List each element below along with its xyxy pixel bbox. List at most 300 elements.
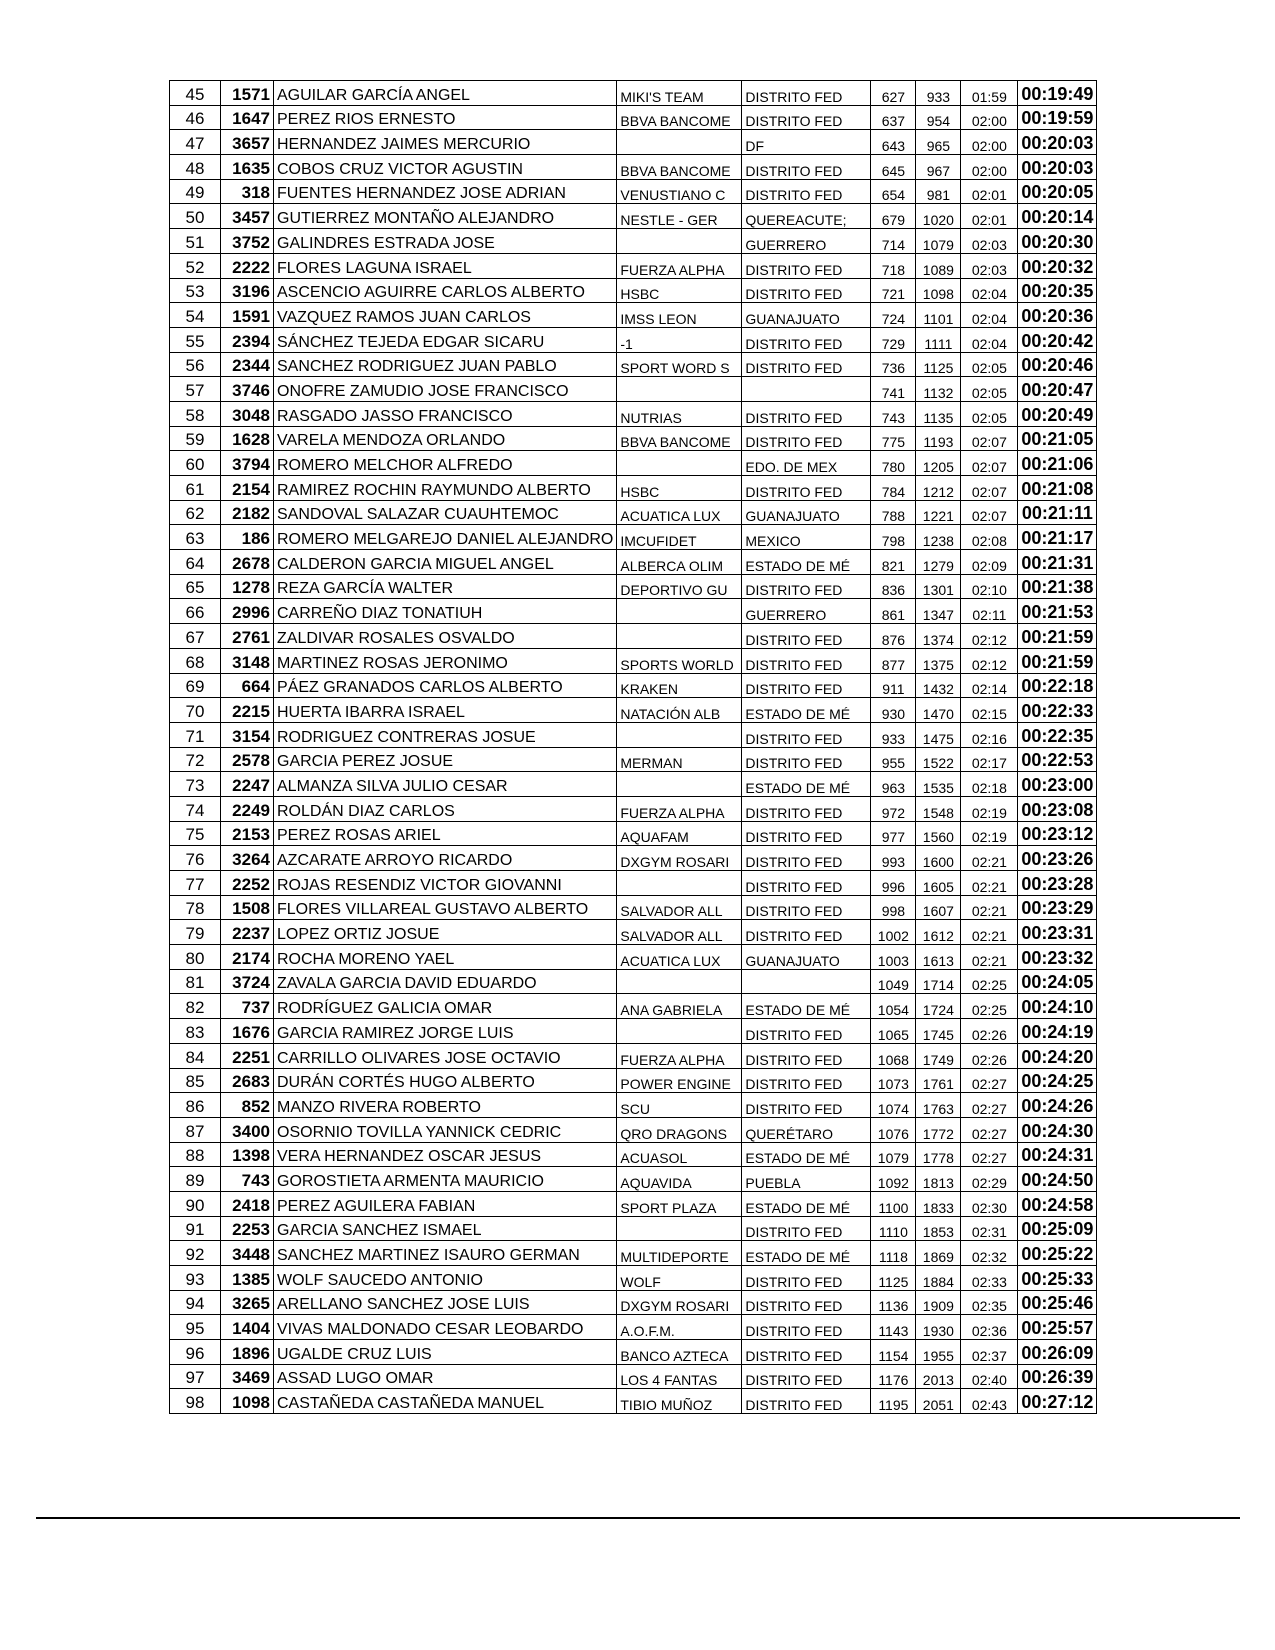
state-cell: DISTRITO FED: [742, 895, 871, 920]
position-cell: 61: [170, 476, 221, 501]
runner-name-cell: CARREÑO DIAZ TONATIUH: [274, 599, 617, 624]
overall-place-cell: 1560: [916, 821, 961, 846]
team-cell: ANA GABRIELA: [617, 994, 742, 1019]
state-cell: DISTRITO FED: [742, 624, 871, 649]
pace-cell: 02:19: [961, 796, 1018, 821]
team-cell: POWER ENGINE: [617, 1068, 742, 1093]
bib-number-cell: 3657: [221, 130, 274, 155]
category-place-cell: 1074: [871, 1093, 916, 1118]
category-place-cell: 741: [871, 377, 916, 402]
finish-time-cell: 00:24:26: [1018, 1093, 1097, 1118]
bib-number-cell: 2578: [221, 747, 274, 772]
pace-cell: 02:07: [961, 500, 1018, 525]
table-row: [170, 377, 1097, 402]
runner-name-cell: ARELLANO SANCHEZ JOSE LUIS: [274, 1290, 617, 1315]
runner-name-cell: AGUILAR GARCÍA ANGEL: [274, 81, 617, 106]
bib-number-cell: 2418: [221, 1191, 274, 1216]
table-row: [170, 1290, 1097, 1315]
bib-number-cell: 2222: [221, 253, 274, 278]
finish-time-cell: 00:27:12: [1018, 1389, 1097, 1414]
overall-place-cell: 965: [916, 130, 961, 155]
overall-place-cell: 1221: [916, 500, 961, 525]
bib-number-cell: 1404: [221, 1315, 274, 1340]
finish-time-cell: 00:21:59: [1018, 648, 1097, 673]
overall-place-cell: 1884: [916, 1266, 961, 1291]
position-cell: 83: [170, 1019, 221, 1044]
table-row: [170, 401, 1097, 426]
team-cell: ACUATICA LUX: [617, 945, 742, 970]
bib-number-cell: 1628: [221, 426, 274, 451]
runner-name-cell: ONOFRE ZAMUDIO JOSE FRANCISCO: [274, 377, 617, 402]
position-cell: 68: [170, 648, 221, 673]
table-row: [170, 1315, 1097, 1340]
table-row: [170, 1191, 1097, 1216]
overall-place-cell: 1778: [916, 1142, 961, 1167]
position-cell: 48: [170, 155, 221, 180]
table-row: [170, 1266, 1097, 1291]
state-cell: GUERRERO: [742, 599, 871, 624]
finish-time-cell: 00:26:39: [1018, 1364, 1097, 1389]
category-place-cell: 933: [871, 722, 916, 747]
overall-place-cell: 1909: [916, 1290, 961, 1315]
overall-place-cell: 933: [916, 81, 961, 106]
team-cell: FUERZA ALPHA: [617, 1043, 742, 1068]
pace-cell: 02:16: [961, 722, 1018, 747]
finish-time-cell: 00:20:14: [1018, 204, 1097, 229]
position-cell: 89: [170, 1167, 221, 1192]
finish-time-cell: 00:20:03: [1018, 130, 1097, 155]
position-cell: 81: [170, 969, 221, 994]
runner-name-cell: PEREZ RIOS ERNESTO: [274, 105, 617, 130]
bib-number-cell: 3400: [221, 1117, 274, 1142]
table-row: [170, 451, 1097, 476]
finish-time-cell: 00:23:00: [1018, 772, 1097, 797]
finish-time-cell: 00:24:19: [1018, 1019, 1097, 1044]
table-row: [170, 525, 1097, 550]
position-cell: 69: [170, 673, 221, 698]
table-row: [170, 1241, 1097, 1266]
category-place-cell: 963: [871, 772, 916, 797]
pace-cell: 02:25: [961, 994, 1018, 1019]
team-cell: HSBC: [617, 476, 742, 501]
state-cell: DISTRITO FED: [742, 253, 871, 278]
overall-place-cell: 1605: [916, 871, 961, 896]
runner-name-cell: DURÁN CORTÉS HUGO ALBERTO: [274, 1068, 617, 1093]
overall-place-cell: 1930: [916, 1315, 961, 1340]
category-place-cell: 877: [871, 648, 916, 673]
pace-cell: 02:33: [961, 1266, 1018, 1291]
team-cell: [617, 377, 742, 402]
pace-cell: 02:31: [961, 1216, 1018, 1241]
team-cell: [617, 130, 742, 155]
bib-number-cell: 852: [221, 1093, 274, 1118]
position-cell: 80: [170, 945, 221, 970]
runner-name-cell: AZCARATE ARROYO RICARDO: [274, 846, 617, 871]
table-row: [170, 1389, 1097, 1414]
runner-name-cell: HERNANDEZ JAIMES MERCURIO: [274, 130, 617, 155]
table-row: [170, 105, 1097, 130]
team-cell: LOS 4 FANTAS: [617, 1364, 742, 1389]
pace-cell: 02:05: [961, 352, 1018, 377]
table-row: [170, 1364, 1097, 1389]
position-cell: 79: [170, 920, 221, 945]
position-cell: 73: [170, 772, 221, 797]
finish-time-cell: 00:24:50: [1018, 1167, 1097, 1192]
state-cell: GUANAJUATO: [742, 303, 871, 328]
team-cell: SALVADOR ALL: [617, 895, 742, 920]
bib-number-cell: 1385: [221, 1266, 274, 1291]
team-cell: SPORT WORD S: [617, 352, 742, 377]
position-cell: 77: [170, 871, 221, 896]
pace-cell: 02:07: [961, 426, 1018, 451]
bib-number-cell: 1278: [221, 574, 274, 599]
table-row: [170, 352, 1097, 377]
bib-number-cell: 1398: [221, 1142, 274, 1167]
results-table-body: [170, 81, 1097, 1414]
overall-place-cell: 1813: [916, 1167, 961, 1192]
state-cell: DISTRITO FED: [742, 1093, 871, 1118]
team-cell: [617, 1216, 742, 1241]
runner-name-cell: PÁEZ GRANADOS CARLOS ALBERTO: [274, 673, 617, 698]
table-row: [170, 1093, 1097, 1118]
position-cell: 55: [170, 327, 221, 352]
team-cell: BBVA BANCOME: [617, 426, 742, 451]
finish-time-cell: 00:26:09: [1018, 1340, 1097, 1365]
pace-cell: 02:21: [961, 895, 1018, 920]
pace-cell: 02:30: [961, 1191, 1018, 1216]
overall-place-cell: 1613: [916, 945, 961, 970]
category-place-cell: 1054: [871, 994, 916, 1019]
pace-cell: 02:27: [961, 1093, 1018, 1118]
pace-cell: 02:27: [961, 1068, 1018, 1093]
position-cell: 91: [170, 1216, 221, 1241]
runner-name-cell: RASGADO JASSO FRANCISCO: [274, 401, 617, 426]
bib-number-cell: 3148: [221, 648, 274, 673]
team-cell: FUERZA ALPHA: [617, 253, 742, 278]
table-row: [170, 796, 1097, 821]
team-cell: QRO DRAGONS: [617, 1117, 742, 1142]
pace-cell: 02:01: [961, 204, 1018, 229]
state-cell: DISTRITO FED: [742, 673, 871, 698]
table-row: [170, 229, 1097, 254]
category-place-cell: 836: [871, 574, 916, 599]
state-cell: DISTRITO FED: [742, 1019, 871, 1044]
overall-place-cell: 1833: [916, 1191, 961, 1216]
overall-place-cell: 1745: [916, 1019, 961, 1044]
bib-number-cell: 3794: [221, 451, 274, 476]
table-row: [170, 994, 1097, 1019]
overall-place-cell: 1724: [916, 994, 961, 1019]
overall-place-cell: 1089: [916, 253, 961, 278]
state-cell: ESTADO DE MÉ: [742, 1142, 871, 1167]
state-cell: QUERÉTARO: [742, 1117, 871, 1142]
state-cell: ESTADO DE MÉ: [742, 1241, 871, 1266]
category-place-cell: 955: [871, 747, 916, 772]
state-cell: DISTRITO FED: [742, 574, 871, 599]
finish-time-cell: 00:20:03: [1018, 155, 1097, 180]
category-place-cell: 1118: [871, 1241, 916, 1266]
runner-name-cell: CASTAÑEDA CASTAÑEDA MANUEL: [274, 1389, 617, 1414]
team-cell: DXGYM ROSARI: [617, 1290, 742, 1315]
category-place-cell: 1076: [871, 1117, 916, 1142]
team-cell: NESTLE - GER: [617, 204, 742, 229]
overall-place-cell: 1955: [916, 1340, 961, 1365]
overall-place-cell: 1135: [916, 401, 961, 426]
state-cell: DISTRITO FED: [742, 401, 871, 426]
pace-cell: 02:00: [961, 155, 1018, 180]
finish-time-cell: 00:25:57: [1018, 1315, 1097, 1340]
pace-cell: 02:21: [961, 945, 1018, 970]
category-place-cell: 637: [871, 105, 916, 130]
finish-time-cell: 00:19:59: [1018, 105, 1097, 130]
bib-number-cell: 3265: [221, 1290, 274, 1315]
finish-time-cell: 00:25:22: [1018, 1241, 1097, 1266]
position-cell: 70: [170, 698, 221, 723]
finish-time-cell: 00:24:10: [1018, 994, 1097, 1019]
overall-place-cell: 1535: [916, 772, 961, 797]
footer-divider: [36, 1517, 1240, 1519]
runner-name-cell: HUERTA IBARRA ISRAEL: [274, 698, 617, 723]
table-row: [170, 179, 1097, 204]
position-cell: 52: [170, 253, 221, 278]
position-cell: 50: [170, 204, 221, 229]
bib-number-cell: 1676: [221, 1019, 274, 1044]
position-cell: 65: [170, 574, 221, 599]
runner-name-cell: RAMIREZ ROCHIN RAYMUNDO ALBERTO: [274, 476, 617, 501]
pace-cell: 02:27: [961, 1117, 1018, 1142]
category-place-cell: 627: [871, 81, 916, 106]
pace-cell: 02:00: [961, 105, 1018, 130]
runner-name-cell: ROMERO MELCHOR ALFREDO: [274, 451, 617, 476]
overall-place-cell: 1125: [916, 352, 961, 377]
bib-number-cell: 1571: [221, 81, 274, 106]
team-cell: NUTRIAS: [617, 401, 742, 426]
category-place-cell: 1049: [871, 969, 916, 994]
pace-cell: 02:36: [961, 1315, 1018, 1340]
pace-cell: 02:12: [961, 648, 1018, 673]
table-row: [170, 1068, 1097, 1093]
bib-number-cell: 3264: [221, 846, 274, 871]
finish-time-cell: 00:20:46: [1018, 352, 1097, 377]
position-cell: 95: [170, 1315, 221, 1340]
overall-place-cell: 1079: [916, 229, 961, 254]
position-cell: 90: [170, 1191, 221, 1216]
table-row: [170, 476, 1097, 501]
overall-place-cell: 1607: [916, 895, 961, 920]
runner-name-cell: VARELA MENDOZA ORLANDO: [274, 426, 617, 451]
runner-name-cell: SANCHEZ RODRIGUEZ JUAN PABLO: [274, 352, 617, 377]
state-cell: GUERRERO: [742, 229, 871, 254]
team-cell: NATACIÓN ALB: [617, 698, 742, 723]
team-cell: AQUAFAM: [617, 821, 742, 846]
overall-place-cell: 2051: [916, 1389, 961, 1414]
bib-number-cell: 2344: [221, 352, 274, 377]
finish-time-cell: 00:25:33: [1018, 1266, 1097, 1291]
finish-time-cell: 00:21:08: [1018, 476, 1097, 501]
table-row: [170, 278, 1097, 303]
state-cell: DISTRITO FED: [742, 1043, 871, 1068]
team-cell: ACUATICA LUX: [617, 500, 742, 525]
finish-time-cell: 00:24:30: [1018, 1117, 1097, 1142]
team-cell: BBVA BANCOME: [617, 155, 742, 180]
pace-cell: 02:08: [961, 525, 1018, 550]
pace-cell: 02:09: [961, 550, 1018, 575]
position-cell: 87: [170, 1117, 221, 1142]
team-cell: IMCUFIDET: [617, 525, 742, 550]
state-cell: DISTRITO FED: [742, 747, 871, 772]
pace-cell: 02:21: [961, 920, 1018, 945]
runner-name-cell: ROMERO MELGAREJO DANIEL ALEJANDRO: [274, 525, 617, 550]
team-cell: IMSS LEON: [617, 303, 742, 328]
overall-place-cell: 1238: [916, 525, 961, 550]
pace-cell: 02:25: [961, 969, 1018, 994]
runner-name-cell: LOPEZ ORTIZ JOSUE: [274, 920, 617, 945]
position-cell: 60: [170, 451, 221, 476]
pace-cell: 02:43: [961, 1389, 1018, 1414]
table-row: [170, 1216, 1097, 1241]
team-cell: HSBC: [617, 278, 742, 303]
category-place-cell: 1003: [871, 945, 916, 970]
position-cell: 76: [170, 846, 221, 871]
position-cell: 56: [170, 352, 221, 377]
runner-name-cell: PEREZ ROSAS ARIEL: [274, 821, 617, 846]
pace-cell: 02:26: [961, 1019, 1018, 1044]
table-row: [170, 130, 1097, 155]
state-cell: DISTRITO FED: [742, 1340, 871, 1365]
pace-cell: 02:01: [961, 179, 1018, 204]
overall-place-cell: 1374: [916, 624, 961, 649]
state-cell: EDO. DE MEX: [742, 451, 871, 476]
position-cell: 49: [170, 179, 221, 204]
overall-place-cell: 1193: [916, 426, 961, 451]
category-place-cell: 1065: [871, 1019, 916, 1044]
position-cell: 78: [170, 895, 221, 920]
overall-place-cell: 1132: [916, 377, 961, 402]
category-place-cell: 1195: [871, 1389, 916, 1414]
bib-number-cell: 1591: [221, 303, 274, 328]
overall-place-cell: 967: [916, 155, 961, 180]
state-cell: ESTADO DE MÉ: [742, 1191, 871, 1216]
finish-time-cell: 00:20:36: [1018, 303, 1097, 328]
category-place-cell: 930: [871, 698, 916, 723]
bib-number-cell: 3457: [221, 204, 274, 229]
position-cell: 98: [170, 1389, 221, 1414]
state-cell: DF: [742, 130, 871, 155]
runner-name-cell: FLORES VILLAREAL GUSTAVO ALBERTO: [274, 895, 617, 920]
table-row: [170, 599, 1097, 624]
overall-place-cell: 1853: [916, 1216, 961, 1241]
overall-place-cell: 1432: [916, 673, 961, 698]
state-cell: DISTRITO FED: [742, 1266, 871, 1291]
category-place-cell: 743: [871, 401, 916, 426]
category-place-cell: 1125: [871, 1266, 916, 1291]
overall-place-cell: 1101: [916, 303, 961, 328]
bib-number-cell: 2394: [221, 327, 274, 352]
finish-time-cell: 00:21:31: [1018, 550, 1097, 575]
finish-time-cell: 00:20:05: [1018, 179, 1097, 204]
runner-name-cell: VAZQUEZ RAMOS JUAN CARLOS: [274, 303, 617, 328]
category-place-cell: 1110: [871, 1216, 916, 1241]
table-row: [170, 574, 1097, 599]
position-cell: 53: [170, 278, 221, 303]
team-cell: FUERZA ALPHA: [617, 796, 742, 821]
pace-cell: 02:21: [961, 871, 1018, 896]
position-cell: 63: [170, 525, 221, 550]
pace-cell: 02:14: [961, 673, 1018, 698]
finish-time-cell: 00:19:49: [1018, 81, 1097, 106]
runner-name-cell: SANDOVAL SALAZAR CUAUHTEMOC: [274, 500, 617, 525]
team-cell: [617, 451, 742, 476]
pace-cell: 02:03: [961, 253, 1018, 278]
finish-time-cell: 00:21:53: [1018, 599, 1097, 624]
runner-name-cell: UGALDE CRUZ LUIS: [274, 1340, 617, 1365]
category-place-cell: 911: [871, 673, 916, 698]
team-cell: AQUAVIDA: [617, 1167, 742, 1192]
runner-name-cell: VIVAS MALDONADO CESAR LEOBARDO: [274, 1315, 617, 1340]
team-cell: [617, 969, 742, 994]
category-place-cell: 721: [871, 278, 916, 303]
bib-number-cell: 2237: [221, 920, 274, 945]
position-cell: 67: [170, 624, 221, 649]
finish-time-cell: 00:20:47: [1018, 377, 1097, 402]
table-row: [170, 722, 1097, 747]
bib-number-cell: 2154: [221, 476, 274, 501]
finish-time-cell: 00:22:35: [1018, 722, 1097, 747]
pace-cell: 02:32: [961, 1241, 1018, 1266]
position-cell: 74: [170, 796, 221, 821]
state-cell: DISTRITO FED: [742, 871, 871, 896]
state-cell: DISTRITO FED: [742, 722, 871, 747]
pace-cell: 02:07: [961, 476, 1018, 501]
team-cell: ACUASOL: [617, 1142, 742, 1167]
pace-cell: 01:59: [961, 81, 1018, 106]
finish-time-cell: 00:24:25: [1018, 1068, 1097, 1093]
table-row: [170, 895, 1097, 920]
table-row: [170, 673, 1097, 698]
finish-time-cell: 00:24:31: [1018, 1142, 1097, 1167]
runner-name-cell: ALMANZA SILVA JULIO CESAR: [274, 772, 617, 797]
bib-number-cell: 1098: [221, 1389, 274, 1414]
runner-name-cell: REZA GARCÍA WALTER: [274, 574, 617, 599]
pace-cell: 02:17: [961, 747, 1018, 772]
bib-number-cell: 2249: [221, 796, 274, 821]
category-place-cell: 714: [871, 229, 916, 254]
bib-number-cell: 3048: [221, 401, 274, 426]
runner-name-cell: GALINDRES ESTRADA JOSE: [274, 229, 617, 254]
overall-place-cell: 1772: [916, 1117, 961, 1142]
position-cell: 96: [170, 1340, 221, 1365]
table-row: [170, 1043, 1097, 1068]
category-place-cell: 1143: [871, 1315, 916, 1340]
pace-cell: 02:15: [961, 698, 1018, 723]
table-row: [170, 920, 1097, 945]
overall-place-cell: 1470: [916, 698, 961, 723]
table-row: [170, 772, 1097, 797]
state-cell: DISTRITO FED: [742, 1389, 871, 1414]
table-row: [170, 698, 1097, 723]
finish-time-cell: 00:22:53: [1018, 747, 1097, 772]
bib-number-cell: 318: [221, 179, 274, 204]
table-row: [170, 327, 1097, 352]
bib-number-cell: 2174: [221, 945, 274, 970]
category-place-cell: 1136: [871, 1290, 916, 1315]
state-cell: DISTRITO FED: [742, 1315, 871, 1340]
runner-name-cell: CARRILLO OLIVARES JOSE OCTAVIO: [274, 1043, 617, 1068]
finish-time-cell: 00:20:49: [1018, 401, 1097, 426]
overall-place-cell: 1869: [916, 1241, 961, 1266]
finish-time-cell: 00:24:58: [1018, 1191, 1097, 1216]
bib-number-cell: 1508: [221, 895, 274, 920]
